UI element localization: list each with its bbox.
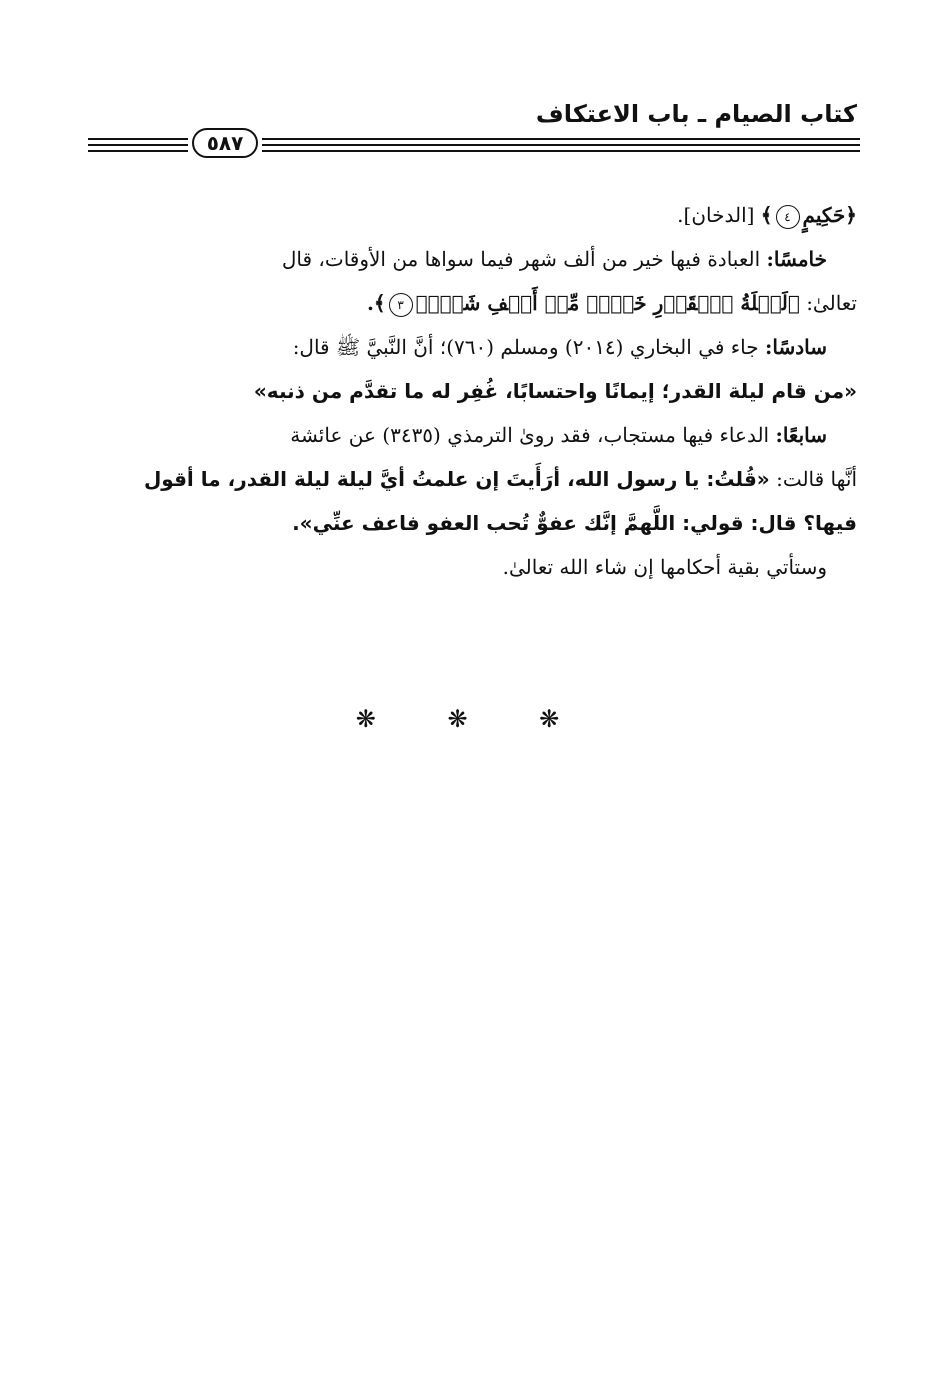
header-rule-line-right xyxy=(262,138,860,140)
quran-bracket: ﴾ xyxy=(760,203,773,227)
paragraph-text: العبادة فيها خير من ألف شهر فيما سواها من الأوقات، قال xyxy=(281,247,761,271)
text-line xyxy=(87,325,857,369)
header-rule-line-right xyxy=(262,144,860,146)
hadith-quote: «قُلتُ: يا رسول الله، أرَأَيتَ إن علمتُ أيَّ ليلة ليلة القدر، ما أقول xyxy=(143,467,770,491)
quran-verse: ﴿لَيۡلَةُ ٱلۡقَدۡرِ خَيۡرٞ مِّنۡ أَلۡفِ شَهۡرٖ xyxy=(415,291,800,315)
verse-number-marker: ٣ xyxy=(389,293,413,317)
section-separator-stars: ❋ ❋ ❋ xyxy=(355,705,592,733)
hadith-quote: فيها؟ قال: قولي: اللَّهمَّ إنَّك عفوٌّ تُحب العفو فاعف عنِّي». xyxy=(292,511,857,535)
text-line xyxy=(87,501,857,545)
header-rule-line-left xyxy=(88,150,188,152)
hadith-quote: «من قام ليلة القدر؛ إيمانًا واحتسابًا، غُفِر له ما تقدَّم من ذنبه» xyxy=(253,379,857,403)
paragraph-text: وستأتي بقية أحكامها إن شاء الله تعالىٰ. xyxy=(502,555,827,579)
paragraph-text: الدعاء فيها مستجاب، فقد روىٰ الترمذي (٣٤٣٥) عن عائشة xyxy=(290,423,770,447)
text-line xyxy=(87,413,857,457)
paragraph-text: تعالىٰ: xyxy=(806,291,857,315)
section-lead: سادسًا: xyxy=(765,335,827,359)
text-line xyxy=(87,457,857,501)
running-header-title: كتاب الصيام ـ باب الاعتكاف xyxy=(535,100,857,128)
text-line xyxy=(87,237,857,281)
section-lead: سابعًا: xyxy=(775,423,827,447)
paragraph-text: أنَّها قالت: xyxy=(776,467,857,491)
paragraph-text: جاء في البخاري (٢٠١٤) ومسلم (٧٦٠)؛ أنَّ النَّبيَّ ﷺ قال: xyxy=(292,335,759,359)
text-line xyxy=(87,281,857,325)
text-line xyxy=(87,193,857,237)
header-rule-line-left xyxy=(88,138,188,140)
text-line xyxy=(87,369,857,413)
text-line xyxy=(87,545,857,589)
header-rule-line-left xyxy=(88,144,188,146)
verse-number-marker: ٤ xyxy=(776,205,800,229)
page-number-badge xyxy=(192,128,258,158)
surah-reference: [الدخان]. xyxy=(677,203,755,227)
quran-verse: ﴿حَكِيمٍ xyxy=(802,203,857,227)
page-body xyxy=(87,193,857,589)
quran-bracket: ﴾. xyxy=(366,291,386,315)
section-lead: خامسًا: xyxy=(766,247,827,271)
page-number: ٥٨٧ xyxy=(206,131,244,155)
header-rule-line-right xyxy=(262,150,860,152)
